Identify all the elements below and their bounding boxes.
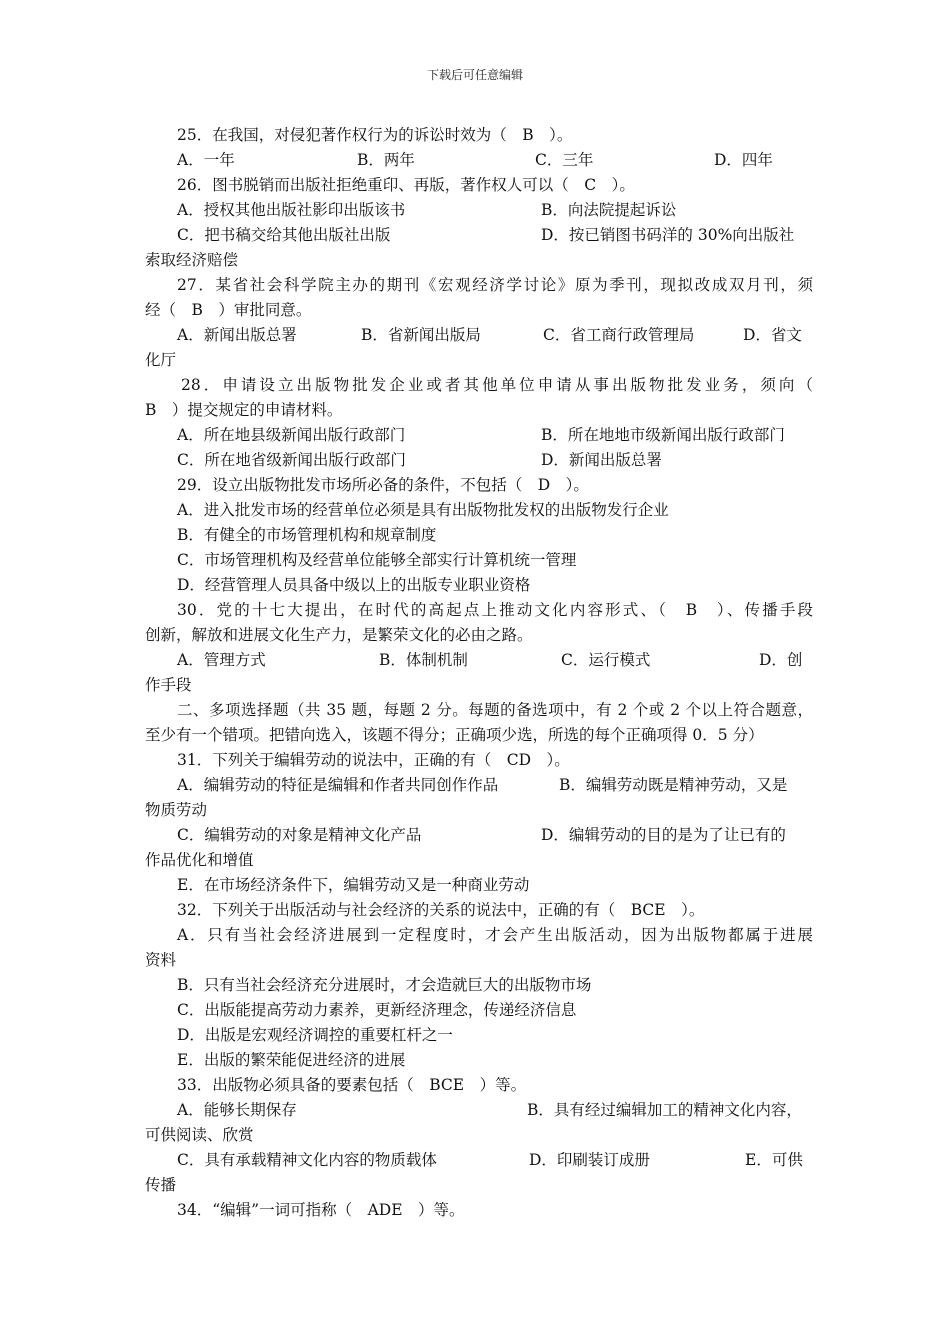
question-31: 31．下列关于编辑劳动的说法中，正确的有（ CD ）。 <box>177 751 570 769</box>
question-32-option-e: E．出版的繁荣能促进经济的进展 <box>177 1051 406 1069</box>
option-e: E．可供 <box>745 1151 803 1169</box>
option-c: C．运行模式 <box>561 651 651 669</box>
section-2-heading: 二、多项选择题（共 35 题，每题 2 分。每题的备选项中，有 2 个或 2 个以上符合题意， <box>177 701 813 719</box>
question-32: 32．下列关于出版活动与社会经济的关系的说法中，正确的有（ BCE ）。 <box>177 901 705 919</box>
option-a: A．所在地县级新闻出版行政部门 <box>177 426 406 444</box>
question-33-option-b-cont: 可供阅读、欣赏 <box>145 1126 254 1144</box>
option-d: D．按已销图书码洋的 30%向出版社 <box>541 226 795 244</box>
question-29-option-d: D．经营管理人员具备中级以上的出版专业职业资格 <box>177 576 531 594</box>
question-33: 33．出版物必须具备的要素包括（ BCE ）等。 <box>177 1076 527 1094</box>
option-d: D．编辑劳动的目的是为了让已有的 <box>541 826 786 844</box>
question-28: 28．申请设立出版物批发企业或者其他单位申请从事出版物批发业务，须向（ <box>181 376 813 394</box>
question-27-cont: 经（ B ）审批同意。 <box>145 301 312 319</box>
question-33-options-ab <box>145 1098 813 1123</box>
question-32-option-a-cont: 资料 <box>145 951 177 969</box>
question-26-option-d-cont: 索取经济赔偿 <box>145 251 239 269</box>
question-28-options-ab <box>145 423 813 448</box>
option-b: B．所在地地市级新闻出版行政部门 <box>541 426 785 444</box>
option-d: D．四年 <box>714 151 773 169</box>
option-a: A．新闻出版总署 <box>177 326 297 344</box>
option-b: B．两年 <box>357 151 415 169</box>
question-26-options-ab <box>145 198 813 223</box>
question-31-options-cd <box>145 823 813 848</box>
question-27-option-d-cont: 化厅 <box>145 351 177 369</box>
option-a: A．编辑劳动的特征是编辑和作者共同创作作品 <box>177 776 499 794</box>
option-d: D．印刷装订成册 <box>529 1151 650 1169</box>
option-c: C．编辑劳动的对象是精神文化产品 <box>177 826 422 844</box>
document-body <box>145 123 813 1223</box>
option-b: B．体制机制 <box>379 651 468 669</box>
option-b: B．编辑劳动既是精神劳动，又是 <box>559 776 788 794</box>
question-30-cont: 创新，解放和进展文化生产力，是繁荣文化的必由之路。 <box>145 626 533 644</box>
option-d: D．创 <box>759 651 803 669</box>
option-c: C．具有承载精神文化内容的物质载体 <box>177 1151 437 1169</box>
question-30: 30．党的十七大提出，在时代的高起点上推动文化内容形式、（ B ）、传播手段 <box>177 601 813 619</box>
question-27-options <box>145 323 813 348</box>
question-29-option-a: A．进入批发市场的经营单位必须是具有出版物批发权的出版物发行企业 <box>177 501 669 519</box>
question-33-option-e-cont: 传播 <box>145 1176 177 1194</box>
question-26-options-cd <box>145 223 813 248</box>
question-31-option-d-cont: 作品优化和增值 <box>145 851 254 869</box>
question-32-option-c: C．出版能提高劳动力素养，更新经济理念，传递经济信息 <box>177 1001 577 1019</box>
option-c: C．省工商行政管理局 <box>543 326 695 344</box>
question-32-option-b: B．只有当社会经济充分进展时，才会造就巨大的出版物市场 <box>177 976 592 994</box>
option-a: A．能够长期保存 <box>177 1101 297 1119</box>
question-31-option-b-cont: 物质劳动 <box>145 801 208 819</box>
question-28-cont: B ）提交规定的申请材料。 <box>145 401 343 419</box>
option-a: A．管理方式 <box>177 651 266 669</box>
option-d: D．省文 <box>743 326 802 344</box>
question-27: 27．某省社会科学院主办的期刊《宏观经济学讨论》原为季刊，现拟改成双月刊，须 <box>177 276 813 294</box>
option-d: D．新闻出版总署 <box>541 451 662 469</box>
question-28-options-cd <box>145 448 813 473</box>
option-a: A．一年 <box>177 151 235 169</box>
question-30-options <box>145 648 813 673</box>
option-b: B．向法院提起诉讼 <box>541 201 677 219</box>
question-34: 34．“编辑”一词可指称（ ADE ）等。 <box>177 1201 465 1219</box>
option-c: C．三年 <box>535 151 594 169</box>
question-25-options <box>145 148 813 173</box>
option-b: B．省新闻出版局 <box>361 326 481 344</box>
question-26: 26．图书脱销而出版社拒绝重印、再版，著作权人可以（ C ）。 <box>177 176 635 194</box>
question-33-options-cde <box>145 1148 813 1173</box>
page-header: 下载后可任意编辑 <box>426 68 523 82</box>
question-31-option-e: E．在市场经济条件下，编辑劳动又是一种商业劳动 <box>177 876 530 894</box>
question-29: 29．设立出版物批发市场所必备的条件，不包括（ D ）。 <box>177 476 589 494</box>
option-b: B．具有经过编辑加工的精神文化内容， <box>527 1101 802 1119</box>
option-c: C．把书稿交给其他出版社出版 <box>177 226 391 244</box>
question-29-option-b: B．有健全的市场管理机构和规章制度 <box>177 526 437 544</box>
question-25: 25．在我国，对侵犯著作权行为的诉讼时效为（ B ）。 <box>177 126 573 144</box>
option-a: A．授权其他出版社影印出版该书 <box>177 201 406 219</box>
section-2-heading-cont: 至少有一个错项。把错向选入，该题不得分；正确项少选，所选的每个正确项得 0．5 分） <box>145 726 764 744</box>
question-30-option-d-cont: 作手段 <box>145 676 192 694</box>
question-29-option-c: C．市场管理机构及经营单位能够全部实行计算机统一管理 <box>177 551 577 569</box>
question-32-option-d: D．出版是宏观经济调控的重要杠杆之一 <box>177 1026 453 1044</box>
option-c: C．所在地省级新闻出版行政部门 <box>177 451 406 469</box>
question-32-option-a: A．只有当社会经济进展到一定程度时，才会产生出版活动，因为出版物都属于进展 <box>177 926 813 944</box>
question-31-options-ab <box>145 773 813 798</box>
